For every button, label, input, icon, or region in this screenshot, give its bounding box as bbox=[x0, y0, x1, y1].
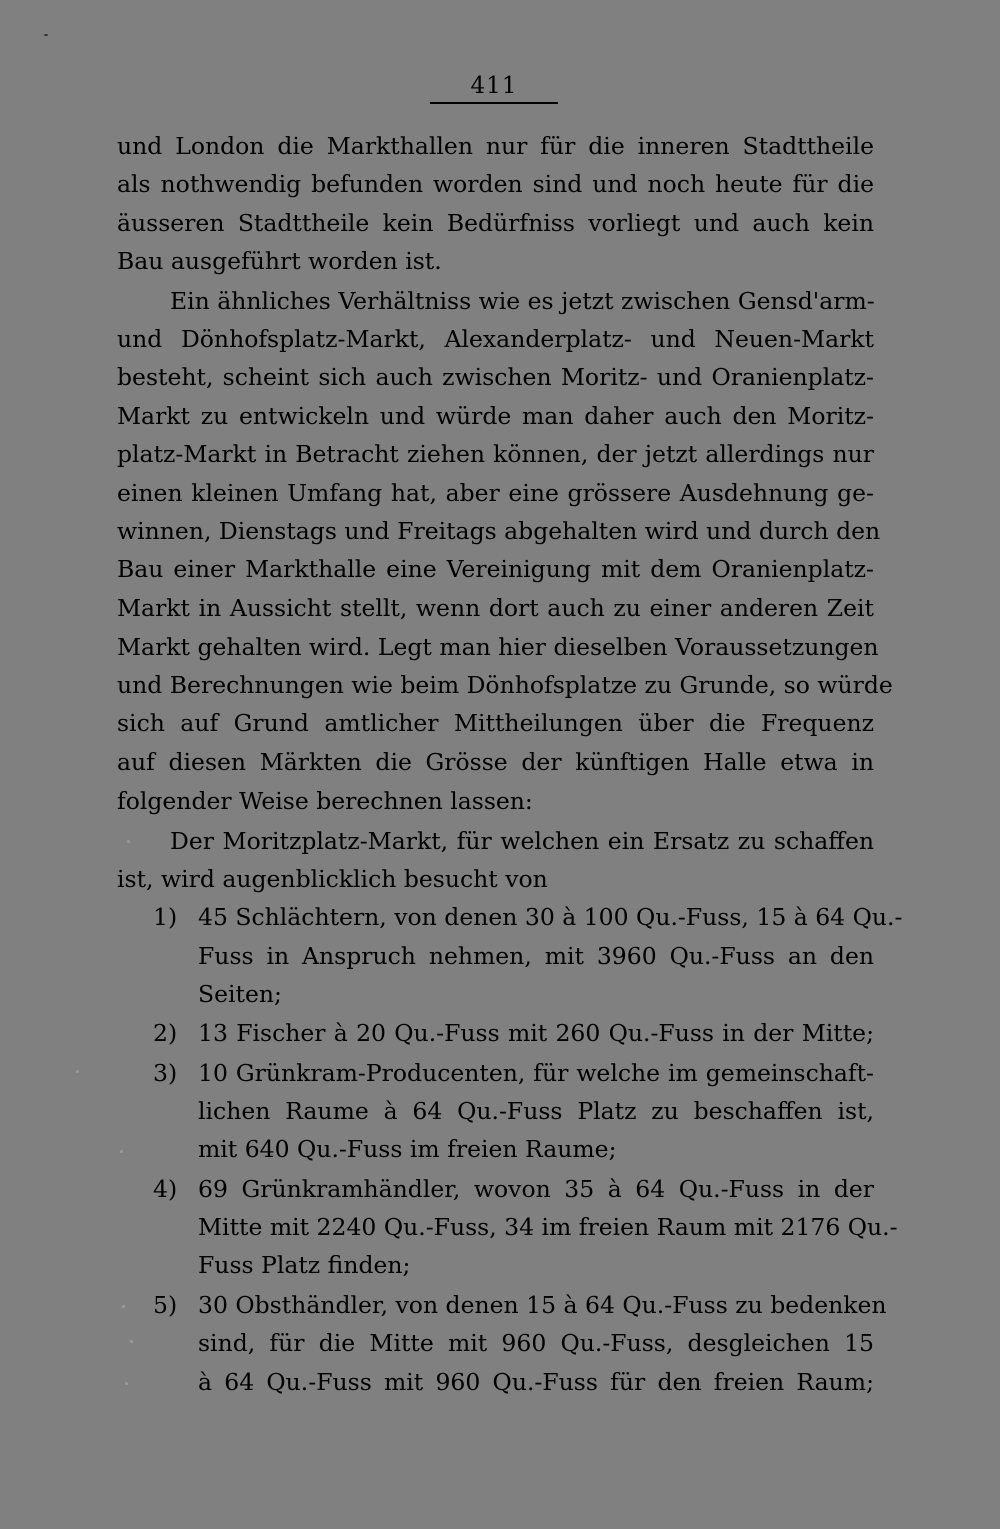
page-number: 411 bbox=[470, 73, 518, 99]
list-item-line: 30 Obsthändler, von denen 15 à 64 Qu.-Fuss zu bedenken bbox=[198, 1291, 887, 1319]
text-line: Markt in Aussicht stellt, wenn dort auch zu einer anderen Zeit bbox=[117, 594, 874, 622]
scan-speck bbox=[44, 34, 48, 36]
text-line: folgender Weise berechnen lassen: bbox=[117, 787, 533, 815]
scan-speck bbox=[120, 1150, 123, 1153]
text-line: Markt zu entwickeln und würde man daher auch den Moritz- bbox=[117, 402, 874, 430]
list-item-number: 2) bbox=[153, 1019, 178, 1047]
text-line: und Dönhofsplatz-Markt, Alexanderplatz- und Neuen-Markt bbox=[117, 325, 874, 353]
text-line: äusseren Stadttheile kein Bedürfniss vorliegt und auch kein bbox=[117, 209, 874, 237]
text-line: Ein ähnliches Verhältniss wie es jetzt zwischen Gensd'arm- bbox=[170, 287, 875, 315]
list-item-number: 1) bbox=[153, 903, 178, 931]
list-item-line: Fuss in Anspruch nehmen, mit 3960 Qu.-Fuss an den bbox=[198, 942, 874, 970]
list-item-line: 13 Fischer à 20 Qu.-Fuss mit 260 Qu.-Fuss in der Mitte; bbox=[198, 1019, 874, 1047]
list-item-number: 3) bbox=[153, 1059, 178, 1087]
scan-speck bbox=[122, 1305, 125, 1308]
text-line: und Berechnungen wie beim Dönhofsplatze zu Grunde, so würde bbox=[117, 671, 893, 699]
text-line: einen kleinen Umfang hat, aber eine grössere Ausdehnung ge- bbox=[117, 479, 874, 507]
text-line: als nothwendig befunden worden sind und noch heute für die bbox=[117, 170, 874, 198]
list-item-line: 45 Schlächtern, von denen 30 à 100 Qu.-Fuss, 15 à 64 Qu.- bbox=[198, 903, 903, 931]
scan-speck bbox=[76, 1070, 79, 1073]
list-item-line: Fuss Platz finden; bbox=[198, 1251, 411, 1279]
list-item-line: mit 640 Qu.-Fuss im freien Raume; bbox=[198, 1135, 617, 1163]
list-item-number: 4) bbox=[153, 1175, 178, 1203]
text-line: und London die Markthallen nur für die inneren Stadttheile bbox=[117, 132, 874, 160]
list-item-line: 69 Grünkramhändler, wovon 35 à 64 Qu.-Fuss in der bbox=[198, 1175, 874, 1203]
list-item-line: Seiten; bbox=[198, 980, 282, 1008]
page-number-rule bbox=[430, 102, 558, 104]
text-line: Der Moritzplatz-Markt, für welchen ein Ersatz zu schaffen bbox=[170, 827, 874, 855]
text-line: auf diesen Märkten die Grösse der künftigen Halle etwa in bbox=[117, 748, 874, 776]
list-item-number: 5) bbox=[153, 1291, 178, 1319]
list-item-line: lichen Raume à 64 Qu.-Fuss Platz zu beschaffen ist, bbox=[198, 1097, 874, 1125]
list-item-line: à 64 Qu.-Fuss mit 960 Qu.-Fuss für den freien Raum; bbox=[198, 1368, 874, 1396]
text-line: besteht, scheint sich auch zwischen Moritz- und Oranienplatz- bbox=[117, 363, 874, 391]
text-line: ist, wird augenblicklich besucht von bbox=[117, 865, 548, 893]
scan-speck bbox=[130, 1340, 133, 1343]
text-line: Bau einer Markthalle eine Vereinigung mit dem Oranienplatz- bbox=[117, 555, 874, 583]
text-line: winnen, Dienstags und Freitags abgehalten wird und durch den bbox=[117, 517, 881, 545]
scan-speck bbox=[125, 1382, 128, 1385]
text-line: Markt gehalten wird. Legt man hier dieselben Voraussetzungen bbox=[117, 633, 879, 661]
list-item-line: sind, für die Mitte mit 960 Qu.-Fuss, desgleichen 15 bbox=[198, 1329, 874, 1357]
list-item-line: Mitte mit 2240 Qu.-Fuss, 34 im freien Raum mit 2176 Qu.- bbox=[198, 1213, 898, 1241]
scan-speck bbox=[127, 840, 130, 843]
list-item-line: 10 Grünkram-Producenten, für welche im gemeinschaft- bbox=[198, 1059, 874, 1087]
text-line: Bau ausgeführt worden ist. bbox=[117, 247, 442, 275]
text-line: sich auf Grund amtlicher Mittheilungen über die Frequenz bbox=[117, 709, 874, 737]
text-line: platz-Markt in Betracht ziehen können, der jetzt allerdings nur bbox=[117, 440, 874, 468]
